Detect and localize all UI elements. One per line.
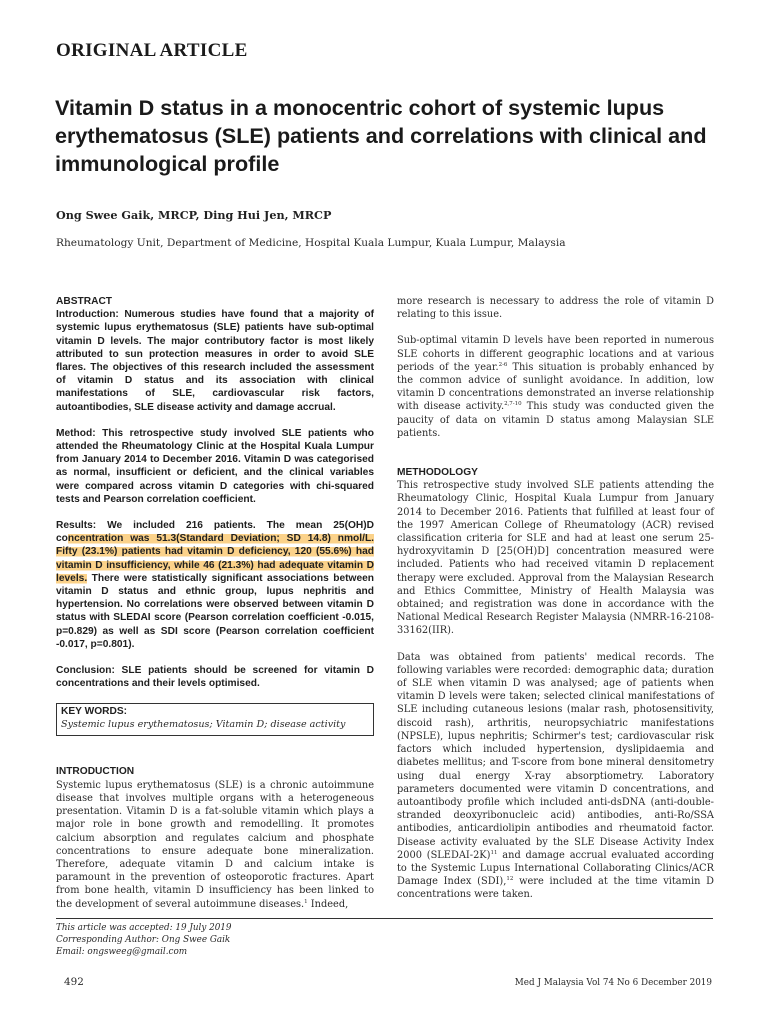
- results-text-end: There were statistically significant associations between vitamin D status and ethnic group, lupus nephritis and hypertension. No correlations were observed between vitamin D status with SLEDAI score (Pearson correlation coefficient -0.015, p=0.829) as well as SDI score (Pearson correlation coefficient -0.017, p=0.801).: [56, 572, 374, 650]
- abstract-conclusion: Conclusion: SLE patients should be screened for vitamin D concentrations and their levels optimised.: [56, 665, 374, 690]
- keywords-box: [56, 703, 374, 736]
- citation-ref: 1: [304, 898, 308, 905]
- highlighted-results: ncentration was 51.3(Standard Deviation; SD 14.8) nmol/L. Fifty (23.1%) patients had vitamin D deficiency, 120 (55.6%) had vitamin D insufficiency, while 46 (21.3%) had adequate vitamin D levels.: [56, 533, 374, 584]
- methodology-paragraph-1: This retrospective study involved SLE patients attending the Rheumatology Clinic, Hospital Kuala Lumpur from January 2014 to December 2016. Patients that fulfilled at least four of the 1997 American College of Rheumatology (ACR) revised classification criteria for SLE and had at least one serum 25-hydroxyvitamin D [25(OH)D] concentration measured were included. Patients who had received vitamin D replacement therapy were excluded. Approval from the Malaysian Research and Ethics Committee, Ministry of Health Malaysia was obtained; and registration was done in accordance with the National Medical Research Register Malaysia (NMRR-16-2108-33162(IIR).: [397, 480, 714, 637]
- introduction-paragraph: [56, 779, 374, 911]
- results-text-start: Results: We included 216 patients. The mean 25(OH)D co: [56, 520, 374, 545]
- author-email: Email: ongsweeg@gmail.com: [56, 947, 188, 957]
- intro-text: Systemic lupus erythematosus (SLE) is a chronic autoimmune disease that involves multiple organs with a heterogeneous presentation. Vitamin D is a fat-soluble vitamin which plays a major role in bone growth and remodelling. It promotes calcium absorption and regulates calcium and phosphate concentrations to ensure adequate bone mineralization. Therefore, adequate vitamin D and calcium intake is paramount in the prevention of osteoporotic fractures. Apart from bone health, vitamin D insufficiency has been linked to the development of several autoimmune diseases.: [56, 779, 374, 910]
- method2-text-b: and damage accrual evaluated according to the Systemic Lupus International Collaborating Clinics/ACR Damage Index (SDI),: [397, 849, 714, 888]
- methodology-paragraph-2: [397, 651, 714, 902]
- method2-text-a: Data was obtained from patients' medical records. The following variables were recorded: demographic data; duration of SLE when vitamin D was analysed; age of patients when vitamin D levels were taken; selected clinical manifestations of SLE including cutaneous lesions (malar rash, photosensitivity, discoid rash), arthritis, neuropsychiatric manifestations (NPSLE), lupus nephritis; Schirmer's test; cardiovascular risk factors which included hypertension, dyslipidaemia and diabetes mellitus; and T-score from bone mineral densitometry using dual energy X-ray absorptiometry. Laboratory parameters documented were vitamin D concentrations, and autoantibody profile which included anti-dsDNA (anti-double-stranded deoxyribonucleic acid) antibodies, anti-Ro/SSA antibodies, anticardiolipin antibodies and rheumatoid factor. Disease activity evaluated by the SLE Disease Activity Index 2000 (SLEDAI-2K): [397, 651, 714, 861]
- journal-citation: Med J Malaysia Vol 74 No 6 December 2019: [514, 978, 712, 988]
- footnote-divider: [56, 918, 713, 919]
- intro2-text-a: Sub-optimal vitamin D levels have been reported in numerous SLE cohorts in different geographic locations and at various periods of the year.: [397, 335, 714, 373]
- abstract-results: [56, 519, 374, 651]
- page-number: 492: [64, 976, 84, 988]
- left-column: [56, 295, 374, 911]
- method2-text-c: were included at the time vitamin D concentrations were taken.: [397, 876, 714, 901]
- corresponding-author: Corresponding Author: Ong Swee Gaik: [56, 935, 231, 945]
- methodology-heading: METHODOLOGY: [397, 467, 478, 479]
- citation-ref: 2-6: [498, 361, 508, 368]
- introduction-heading: INTRODUCTION: [56, 766, 135, 778]
- abstract-introduction: Introduction: Numerous studies have found that a majority of systemic lupus erythematosus (SLE) patients have sub-optimal vitamin D levels. The major contributory factor is most likely attributed to sun protection measures in order to avoid SLE flares. The objectives of this research included the assessment of vitamin D status and its association with clinical manifestations of SLE, cardiovascular risk factors, autoantibodies, SLE disease activity and damage accrual.: [56, 309, 374, 413]
- introduction-paragraph-2: [397, 334, 714, 440]
- abstract-heading: ABSTRACT: [56, 296, 113, 307]
- abstract-method: Method: This retrospective study involved SLE patients who attended the Rheumatology Clinic at the Hospital Kuala Lumpur from January 2014 to December 2016. Vitamin D was categorised as normal, insufficient or deficient, and the clinical variables were compared across vitamin D categories with chi-squared tests and Pearson correlation coefficient.: [56, 427, 374, 505]
- citation-ref: 2,7-10: [504, 401, 522, 408]
- section-label: ORIGINAL ARTICLE: [56, 40, 248, 61]
- right-column: [397, 295, 714, 902]
- intro2-text-c: This study was conducted given the paucity of data on vitamin D status among Malaysian SLE patients.: [397, 401, 714, 439]
- authors: Ong Swee Gaik, MRCP, Ding Hui Jen, MRCP: [56, 208, 332, 222]
- article-title: Vitamin D status in a monocentric cohort of systemic lupus erythematosus (SLE) patients and correlations with clinical and immunological profile: [55, 95, 707, 176]
- intro-text-tail: Indeed,: [307, 898, 349, 910]
- affiliation: Rheumatology Unit, Department of Medicine, Hospital Kuala Lumpur, Kuala Lumpur, Malaysia: [56, 237, 566, 249]
- keywords-text: Systemic lupus erythematosus; Vitamin D; disease activity: [61, 719, 346, 731]
- citation-ref: 11: [490, 849, 498, 856]
- citation-ref: 12: [506, 876, 514, 883]
- intro2-text-b: This situation is probably enhanced by the common advice of sunlight avoidance. In addition, low vitamin D concentrations demonstrated an inverse relationship with disease activity.: [397, 361, 715, 413]
- keywords-label: KEY WORDS:: [61, 706, 128, 718]
- introduction-continued: more research is necessary to address the role of vitamin D relating to this issue.: [397, 296, 714, 321]
- accepted-date: This article was accepted: 19 July 2019: [56, 923, 232, 933]
- footnotes: [56, 922, 232, 958]
